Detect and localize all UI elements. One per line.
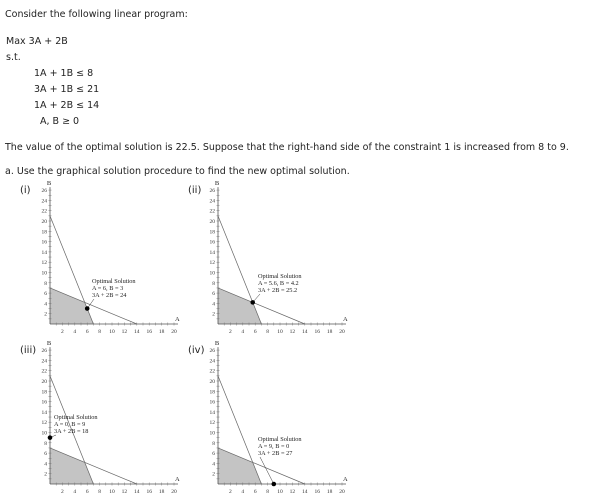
- y-tick-label: 10: [41, 430, 47, 437]
- y-tick-label: 14: [41, 409, 47, 416]
- objective-function: Max 3A + 2B: [6, 36, 68, 47]
- y-tick-label: 16: [209, 399, 215, 406]
- y-tick-label: 8: [212, 440, 215, 447]
- y-tick-label: 16: [41, 399, 47, 406]
- y-tick-label: 2: [212, 471, 215, 478]
- graph-panel-4: [210, 340, 349, 495]
- x-tick-label: 8: [266, 489, 269, 495]
- y-tick-label: 20: [209, 219, 215, 225]
- subject-to-label: s.t.: [6, 52, 21, 63]
- y-tick-label: 6: [44, 291, 47, 298]
- x-tick-label: 16: [146, 489, 152, 495]
- optimal-solution-text: A = 6, B = 3: [92, 285, 124, 292]
- x-tick-label: 6: [253, 329, 257, 335]
- y-tick-label: 12: [209, 420, 215, 427]
- optimal-solution-text: A = 9, B = 0: [258, 443, 290, 450]
- graph-panel-2: [210, 180, 349, 335]
- optimal-point: [85, 306, 90, 311]
- y-tick-label: 4: [212, 461, 215, 468]
- feasible-region: [50, 448, 93, 484]
- y-tick-label: 20: [209, 379, 215, 385]
- x-tick-label: 10: [277, 489, 283, 495]
- graph-panel-3: [42, 340, 181, 495]
- y-tick-label: 18: [209, 389, 215, 396]
- y-tick-label: 22: [41, 368, 47, 375]
- y-tick-label: 8: [212, 280, 215, 287]
- x-tick-label: 20: [339, 489, 345, 495]
- y-tick-label: 8: [44, 440, 47, 447]
- x-tick-label: 16: [314, 329, 320, 335]
- y-tick-label: 16: [209, 239, 215, 246]
- y-tick-label: 20: [41, 219, 47, 225]
- y-tick-label: 4: [212, 301, 215, 308]
- optimal-solution-text: Optimal Solution: [258, 273, 302, 280]
- y-tick-label: 12: [41, 420, 47, 427]
- optimal-solution-text: 3A + 2B = 27: [258, 450, 293, 457]
- constraint-3: 1A + 2B ≤ 14: [34, 100, 100, 111]
- option-label-ii[interactable]: (ii): [188, 185, 202, 196]
- feasible-region: [218, 448, 261, 484]
- optimal-solution-text: Optimal Solution: [258, 436, 302, 443]
- optimal-point: [250, 300, 255, 305]
- optimal-solution-text: A = 5.6, B = 4.2: [258, 280, 299, 287]
- y-tick-label: 10: [209, 430, 215, 437]
- y-tick-label: 26: [209, 348, 215, 355]
- optimal-solution-text: 3A + 2B = 18: [54, 428, 89, 435]
- x-tick-label: 4: [73, 489, 77, 495]
- x-tick-label: 12: [121, 489, 128, 495]
- x-tick-label: 2: [61, 489, 64, 495]
- x-tick-label: 4: [241, 329, 245, 335]
- y-tick-label: 18: [41, 229, 47, 236]
- optimal-point: [48, 435, 53, 440]
- x-tick-label: 6: [85, 329, 89, 335]
- y-tick-label: 2: [212, 311, 215, 318]
- y-tick-label: 22: [41, 208, 47, 215]
- y-tick-label: 14: [41, 249, 47, 256]
- x-tick-label: 16: [146, 329, 152, 335]
- y-tick-label: 6: [44, 451, 47, 458]
- y-tick-label: 10: [41, 270, 47, 277]
- problem-statement: The value of the optimal solution is 22.5. Suppose that the right-hand side of the constraint 1 is increased from 8 to 9.: [5, 142, 569, 153]
- y-tick-label: 26: [41, 348, 47, 355]
- y-tick-label: 14: [209, 409, 215, 416]
- problem-intro: Consider the following linear program:: [5, 9, 188, 20]
- x-tick-label: 10: [109, 489, 115, 495]
- y-tick-label: 18: [41, 389, 47, 396]
- problem-question: a. Use the graphical solution procedure to find the new optimal solution.: [5, 166, 350, 177]
- x-tick-label: 14: [134, 489, 140, 495]
- x-axis-label: A: [175, 476, 180, 483]
- y-tick-label: 20: [41, 379, 47, 385]
- feasible-region: [50, 288, 93, 324]
- option-label-iii[interactable]: (iii): [20, 345, 37, 356]
- y-tick-label: 10: [209, 270, 215, 277]
- x-axis-label: A: [343, 476, 348, 483]
- y-tick-label: 12: [209, 260, 215, 267]
- x-tick-label: 18: [158, 329, 165, 335]
- y-tick-label: 4: [44, 461, 47, 468]
- x-tick-label: 8: [266, 329, 269, 335]
- x-tick-label: 16: [314, 489, 320, 495]
- x-tick-label: 12: [289, 489, 296, 495]
- y-axis-label: B: [46, 180, 52, 188]
- x-axis-label: A: [175, 316, 180, 323]
- y-tick-label: 18: [209, 229, 215, 236]
- constraint-nonneg: A, B ≥ 0: [40, 116, 80, 127]
- constraint-2: 3A + 1B ≤ 21: [34, 84, 100, 95]
- y-tick-label: 6: [212, 291, 215, 298]
- x-axis-label: A: [343, 316, 348, 323]
- y-tick-label: 4: [44, 301, 47, 308]
- y-tick-label: 14: [209, 249, 215, 256]
- x-tick-label: 12: [121, 329, 128, 335]
- x-tick-label: 6: [85, 489, 89, 495]
- x-tick-label: 20: [171, 489, 177, 495]
- x-tick-label: 4: [241, 489, 245, 495]
- x-tick-label: 18: [326, 489, 333, 495]
- y-tick-label: 2: [44, 311, 47, 318]
- y-tick-label: 6: [212, 451, 215, 458]
- x-tick-label: 14: [302, 489, 308, 495]
- y-tick-label: 24: [41, 198, 47, 205]
- optimal-solution-text: Optimal Solution: [92, 278, 136, 285]
- optimal-solution-text: 3A + 2B = 24: [92, 292, 127, 299]
- x-tick-label: 14: [134, 329, 140, 335]
- x-tick-label: 20: [339, 329, 345, 335]
- y-tick-label: 22: [209, 368, 215, 375]
- x-tick-label: 18: [158, 489, 165, 495]
- y-tick-label: 8: [44, 280, 47, 287]
- x-tick-label: 4: [73, 329, 77, 335]
- y-tick-label: 26: [209, 188, 215, 195]
- graph-panel-1: [42, 180, 181, 335]
- x-tick-label: 14: [302, 329, 308, 335]
- y-tick-label: 12: [41, 260, 47, 267]
- constraint-1: 1A + 1B ≤ 8: [34, 68, 94, 79]
- y-tick-label: 24: [41, 358, 47, 365]
- x-tick-label: 10: [277, 329, 283, 335]
- y-tick-label: 22: [209, 208, 215, 215]
- optimal-solution-text: 3A + 2B = 25.2: [258, 287, 298, 294]
- x-tick-label: 8: [98, 329, 101, 335]
- optimal-point: [272, 482, 277, 487]
- x-tick-label: 2: [229, 329, 232, 335]
- optimal-solution-text: A = 0, B = 9: [54, 421, 86, 428]
- x-tick-label: 6: [253, 489, 257, 495]
- x-tick-label: 2: [61, 329, 64, 335]
- y-axis-label: B: [214, 340, 220, 348]
- option-label-iv[interactable]: (iv): [188, 345, 205, 356]
- x-tick-label: 20: [171, 329, 177, 335]
- y-tick-label: 16: [41, 239, 47, 246]
- optimal-solution-text: Optimal Solution: [54, 414, 98, 421]
- x-tick-label: 8: [98, 489, 101, 495]
- x-tick-label: 2: [229, 489, 232, 495]
- y-tick-label: 24: [209, 358, 215, 365]
- x-tick-label: 10: [109, 329, 115, 335]
- y-tick-label: 2: [44, 471, 47, 478]
- x-tick-label: 18: [326, 329, 333, 335]
- y-tick-label: 24: [209, 198, 215, 205]
- feasible-region: [218, 288, 261, 324]
- y-axis-label: B: [46, 340, 52, 348]
- y-axis-label: B: [214, 180, 220, 188]
- x-tick-label: 12: [289, 329, 296, 335]
- y-tick-label: 26: [41, 188, 47, 195]
- option-label-i[interactable]: (i): [20, 185, 31, 196]
